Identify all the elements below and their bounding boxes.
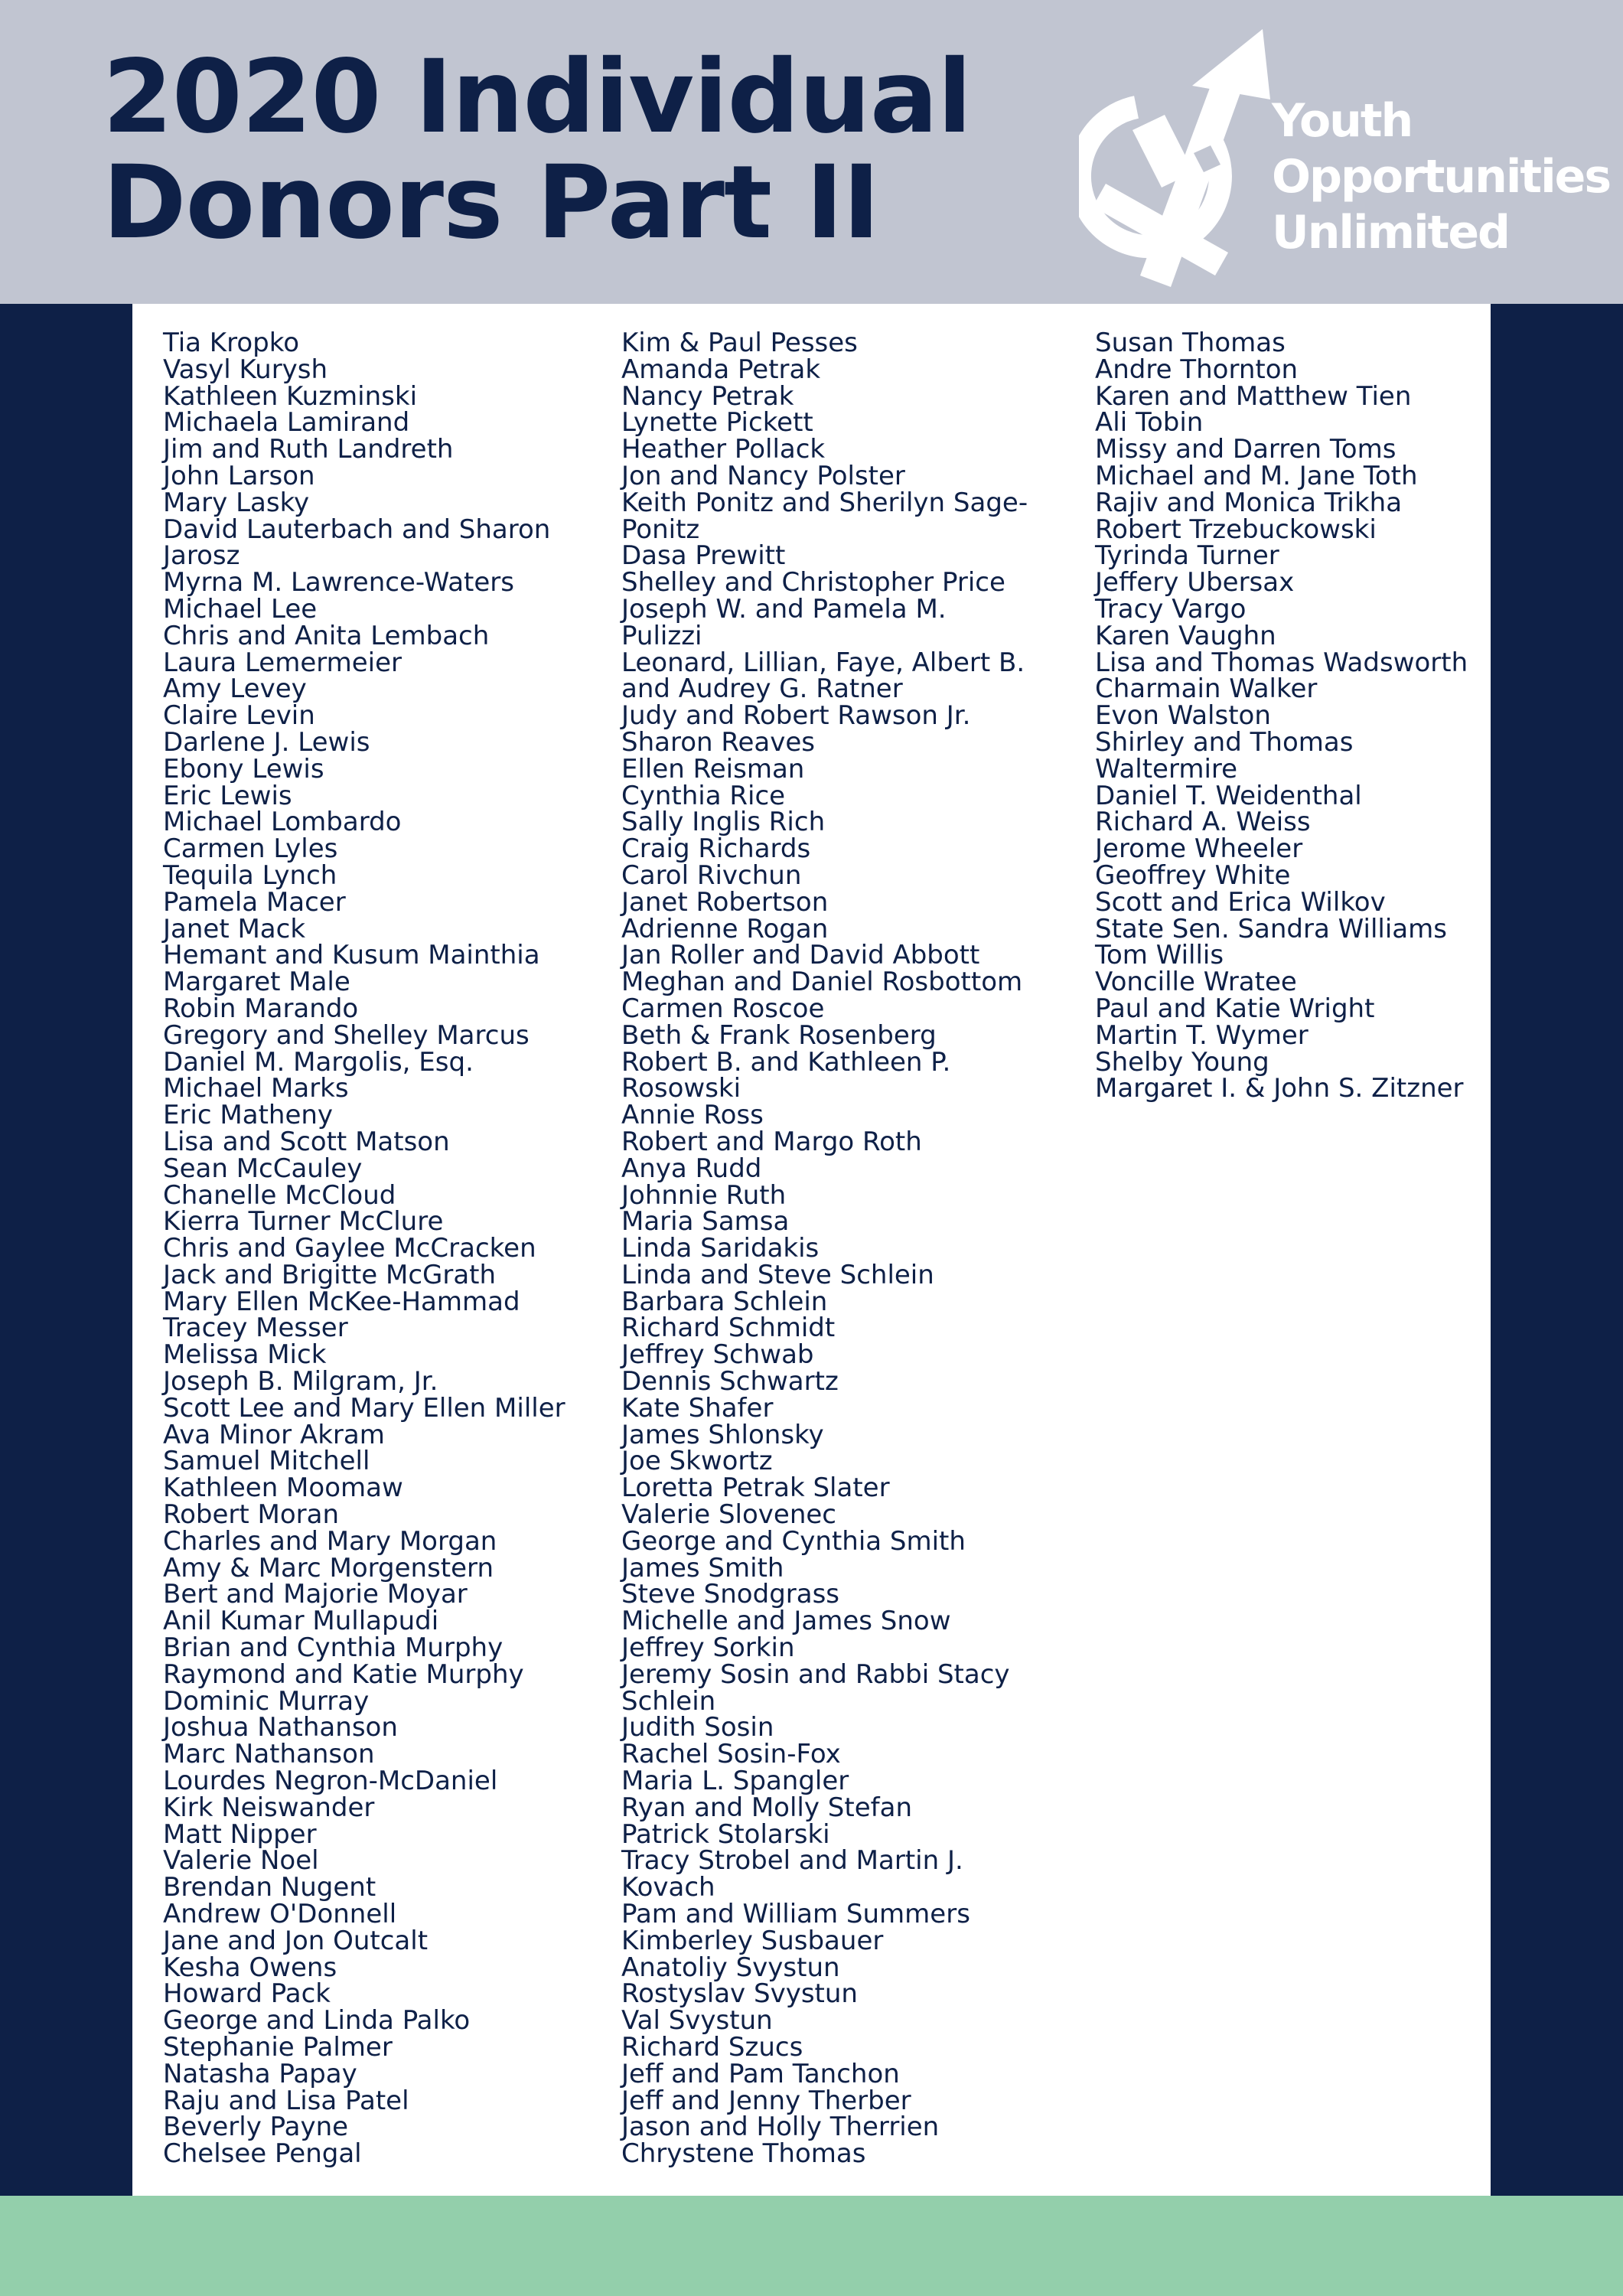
donor-name: Matt Nipper: [163, 1818, 317, 1850]
donor-name: Robin Marando: [163, 993, 359, 1024]
donor-name: Ava Minor Akram: [163, 1419, 385, 1450]
donor-name: Daniel T. Weidenthal: [1095, 780, 1362, 811]
donor-name: Gregory and Shelley Marcus: [163, 1019, 530, 1051]
donor-name: Judy and Robert Rawson Jr.: [621, 700, 971, 732]
donor-name: Bert and Majorie Moyar: [163, 1579, 468, 1610]
donor-name: Pam and William Summers: [621, 1899, 970, 1930]
footer-band: [0, 2196, 1623, 2296]
donor-name: Linda and Steve Schlein: [621, 1259, 934, 1290]
donor-name: Kathleen Moomaw: [163, 1473, 403, 1504]
donor-name: Daniel M. Margolis, Esq.: [163, 1046, 474, 1078]
donor-name: Lourdes Negron-McDaniel: [163, 1766, 498, 1797]
donor-name: Richard Szucs: [621, 2032, 803, 2063]
donor-name: Sean McCauley: [163, 1153, 363, 1184]
donor-name: Missy and Darren Toms: [1095, 434, 1396, 465]
donor-name: Paul and Katie Wright: [1095, 993, 1375, 1024]
page-title-line-1: 2020 Individual: [103, 38, 972, 156]
donor-name: Jan Roller and David Abbott: [621, 940, 980, 971]
donor-name: Val Svystun: [621, 2005, 773, 2037]
donor-name: Patrick Stolarski: [621, 1818, 830, 1850]
donor-name: Samuel Mitchell: [163, 1446, 370, 1477]
donor-name: Shelley and Christopher Price: [621, 567, 1005, 598]
donor-name: Janet Robertson: [621, 886, 829, 918]
donor-name: Hemant and Kusum Mainthia: [163, 940, 540, 971]
donor-name: Michaela Lamirand: [163, 407, 410, 439]
donor-name: Jason and Holly Therrien: [621, 2112, 940, 2143]
donor-name: George and Cynthia Smith: [621, 1525, 966, 1557]
donor-name: Evon Walston: [1095, 700, 1271, 732]
donor-name: Howard Pack: [163, 1978, 331, 2010]
donor-name: Pulizzi: [621, 620, 702, 651]
donor-name: Maria L. Spangler: [621, 1766, 849, 1797]
donor-name: Amy Levey: [163, 673, 307, 705]
donor-name: Jeff and Pam Tanchon: [621, 2058, 900, 2089]
donor-name: Kovach: [621, 1872, 715, 1903]
donor-name: Janet Mack: [163, 913, 306, 944]
donor-name: Michael Lombardo: [163, 807, 402, 838]
donor-name: Raju and Lisa Patel: [163, 2085, 409, 2116]
donor-name: Jeremy Sosin and Rabbi Stacy: [621, 1658, 1010, 1690]
donor-name: Richard A. Weiss: [1095, 807, 1311, 838]
page-title: [103, 38, 972, 262]
donor-name: Shirley and Thomas: [1095, 726, 1354, 758]
donor-name: Carmen Lyles: [163, 833, 338, 865]
donor-name: Joe Skwortz: [621, 1446, 773, 1477]
donor-name: Tequila Lynch: [163, 859, 337, 891]
donor-name: Robert B. and Kathleen P.: [621, 1046, 951, 1078]
donor-column-2: [621, 328, 1028, 2170]
donor-name: Adrienne Rogan: [621, 913, 829, 944]
donor-name: Keith Ponitz and Sherilyn Sage-: [621, 487, 1028, 518]
donor-name: Andrew O'Donnell: [163, 1899, 397, 1930]
donor-name: Stephanie Palmer: [163, 2032, 393, 2063]
logo-wordmark: [1272, 93, 1610, 261]
donor-name: Vasyl Kurysh: [163, 354, 328, 385]
donor-name: Waltermire: [1095, 753, 1238, 784]
donor-name: Chris and Anita Lembach: [163, 620, 490, 651]
donor-name: Scott and Erica Wilkov: [1095, 886, 1386, 918]
donor-name: Lisa and Thomas Wadsworth: [1095, 647, 1468, 678]
donor-name: Tracy Strobel and Martin J.: [621, 1845, 963, 1877]
donor-name: Shelby Young: [1095, 1046, 1269, 1078]
donor-name: Michael Marks: [163, 1073, 349, 1104]
header-band: [0, 0, 1623, 304]
donor-name: Anil Kumar Mullapudi: [163, 1606, 439, 1637]
donor-name: Charles and Mary Morgan: [163, 1525, 497, 1557]
donor-name: Cynthia Rice: [621, 780, 786, 811]
donor-name: Susan Thomas: [1095, 328, 1286, 358]
donor-name: Barbara Schlein: [621, 1286, 828, 1317]
donor-name: Johnnie Ruth: [621, 1179, 787, 1211]
organization-logo: [1079, 23, 1611, 291]
donor-name: Ryan and Molly Stefan: [621, 1792, 912, 1823]
donor-name: Laura Lemermeier: [163, 647, 402, 678]
donor-name: and Audrey G. Ratner: [621, 673, 903, 705]
donor-name: Chris and Gaylee McCracken: [163, 1233, 536, 1264]
donor-name: Kimberley Susbauer: [621, 1925, 884, 1956]
donor-name: Sally Inglis Rich: [621, 807, 826, 838]
donor-name: Jon and Nancy Polster: [621, 460, 905, 491]
logo-line-2: Opportunities: [1272, 150, 1611, 204]
donor-name: Martin T. Wymer: [1095, 1019, 1309, 1051]
donor-name: Tyrinda Turner: [1095, 540, 1279, 572]
donor-name: Robert Moran: [163, 1499, 340, 1531]
donor-name: Dennis Schwartz: [621, 1366, 839, 1397]
donor-name: Tom Willis: [1095, 940, 1224, 971]
donor-name: Jeffery Ubersax: [1095, 567, 1295, 598]
donor-name: Annie Ross: [621, 1100, 764, 1131]
donor-name: Jeffrey Schwab: [621, 1339, 814, 1371]
donor-name: Judith Sosin: [621, 1712, 774, 1743]
donor-name: Kirk Neiswander: [163, 1792, 375, 1823]
donor-name: Valerie Noel: [163, 1845, 319, 1877]
donor-name: Mary Lasky: [163, 487, 310, 518]
donor-name: Jim and Ruth Landreth: [163, 434, 454, 465]
donor-name: Jerome Wheeler: [1095, 833, 1303, 865]
donor-name: Linda Saridakis: [621, 1233, 820, 1264]
donor-name: Robert Trzebuckowski: [1095, 514, 1377, 545]
donor-name: Joseph W. and Pamela M.: [621, 593, 947, 625]
donor-name: Jack and Brigitte McGrath: [163, 1259, 497, 1290]
donor-name: Jeffrey Sorkin: [621, 1632, 795, 1664]
donor-name: Carol Rivchun: [621, 859, 802, 891]
donor-name: David Lauterbach and Sharon: [163, 514, 551, 545]
donor-name: Richard Schmidt: [621, 1313, 836, 1344]
donor-name: John Larson: [163, 460, 315, 491]
donor-name: Eric Lewis: [163, 780, 292, 811]
donor-name: Kim & Paul Pesses: [621, 328, 858, 358]
donor-name: James Smith: [621, 1552, 784, 1583]
donor-name: Steve Snodgrass: [621, 1579, 840, 1610]
donor-name: Beverly Payne: [163, 2112, 349, 2143]
donor-name: Amanda Petrak: [621, 354, 821, 385]
donor-name: Chelsee Pengal: [163, 2138, 362, 2170]
donor-name: Robert and Margo Roth: [621, 1126, 922, 1157]
donor-list-panel: [132, 304, 1491, 2196]
donor-name: Carmen Roscoe: [621, 993, 825, 1024]
donor-name: Jarosz: [163, 540, 240, 572]
donor-name: Scott Lee and Mary Ellen Miller: [163, 1392, 565, 1424]
arrow-circle-logo-icon: [1079, 23, 1270, 291]
donor-name: Rajiv and Monica Trikha: [1095, 487, 1403, 518]
logo-line-3: Unlimited: [1272, 206, 1509, 259]
donor-name: James Shlonsky: [621, 1419, 824, 1450]
donor-name: Maria Samsa: [621, 1206, 790, 1238]
donor-name: Pamela Macer: [163, 886, 346, 918]
donor-name: Myrna M. Lawrence-Waters: [163, 567, 514, 598]
donor-name: Brian and Cynthia Murphy: [163, 1632, 504, 1664]
donor-name: Kesha Owens: [163, 1952, 337, 1983]
donor-name: Leonard, Lillian, Faye, Albert B.: [621, 647, 1025, 678]
donor-name: Charmain Walker: [1095, 673, 1318, 705]
donor-name: Anya Rudd: [621, 1153, 762, 1184]
donor-name: Natasha Papay: [163, 2058, 357, 2089]
donor-name: Ali Tobin: [1095, 407, 1204, 439]
donor-name: Marc Nathanson: [163, 1739, 375, 1770]
donor-name: Craig Richards: [621, 833, 811, 865]
donor-name: Michelle and James Snow: [621, 1606, 951, 1637]
donor-name: Beth & Frank Rosenberg: [621, 1019, 937, 1051]
donor-name: Schlein: [621, 1685, 716, 1717]
donor-name: Raymond and Katie Murphy: [163, 1658, 524, 1690]
donor-name: Rostyslav Svystun: [621, 1978, 858, 2010]
donor-name: Tracey Messer: [163, 1313, 348, 1344]
donor-name: Karen Vaughn: [1095, 620, 1276, 651]
page-title-line-2: Donors Part II: [103, 144, 880, 262]
donor-name: George and Linda Palko: [163, 2005, 471, 2037]
donor-name: Ellen Reisman: [621, 753, 805, 784]
donor-name: Brendan Nugent: [163, 1872, 376, 1903]
donor-name: Eric Matheny: [163, 1100, 334, 1131]
donor-name: Chrystene Thomas: [621, 2138, 866, 2170]
donor-name: Claire Levin: [163, 700, 315, 732]
donor-name: Margaret Male: [163, 967, 350, 998]
donor-name: Kathleen Kuzminski: [163, 380, 418, 412]
donor-name: Kate Shafer: [621, 1392, 774, 1424]
donor-name: Jane and Jon Outcalt: [163, 1925, 429, 1956]
donor-name: Heather Pollack: [621, 434, 826, 465]
donor-name: Geoffrey White: [1095, 859, 1291, 891]
donor-name: Lynette Pickett: [621, 407, 813, 439]
donor-name: State Sen. Sandra Williams: [1095, 913, 1447, 944]
donor-name: Kierra Turner McClure: [163, 1206, 444, 1238]
donor-name: Rachel Sosin-Fox: [621, 1739, 841, 1770]
donor-name: Dasa Prewitt: [621, 540, 786, 572]
donor-name: Ponitz: [621, 514, 700, 545]
donor-name: Voncille Wratee: [1095, 967, 1297, 998]
donor-name: Andre Thornton: [1095, 354, 1299, 385]
donor-name: Dominic Murray: [163, 1685, 370, 1717]
donor-column-3: [1095, 330, 1468, 1102]
donor-name: Mary Ellen McKee-Hammad: [163, 1286, 520, 1317]
donor-name: Sharon Reaves: [621, 726, 815, 758]
donor-name: Michael Lee: [163, 593, 318, 625]
donor-name: Michael and M. Jane Toth: [1095, 460, 1418, 491]
donor-name: Loretta Petrak Slater: [621, 1473, 890, 1504]
donor-name: Valerie Slovenec: [621, 1499, 836, 1531]
donor-column-1: [163, 328, 565, 2170]
donor-name: Jeff and Jenny Therber: [621, 2085, 911, 2116]
donor-name: Tracy Vargo: [1095, 593, 1247, 625]
donor-name: Darlene J. Lewis: [163, 726, 370, 758]
donor-name: Joseph B. Milgram, Jr.: [163, 1366, 438, 1397]
donor-name: Melissa Mick: [163, 1339, 327, 1371]
donor-name: Lisa and Scott Matson: [163, 1126, 450, 1157]
donor-name: Karen and Matthew Tien: [1095, 380, 1412, 412]
donor-name: Meghan and Daniel Rosbottom: [621, 967, 1023, 998]
donor-name: Margaret I. & John S. Zitzner: [1095, 1073, 1464, 1104]
donor-name: Amy & Marc Morgenstern: [163, 1552, 494, 1583]
donor-name: Chanelle McCloud: [163, 1179, 396, 1211]
donor-name: Ebony Lewis: [163, 753, 324, 784]
donor-name: Anatoliy Svystun: [621, 1952, 840, 1983]
donor-name: Tia Kropko: [163, 328, 300, 358]
donor-name: Nancy Petrak: [621, 380, 794, 412]
donor-name: Joshua Nathanson: [163, 1712, 398, 1743]
donor-name: Rosowski: [621, 1073, 741, 1104]
logo-line-1: Youth: [1272, 94, 1413, 148]
